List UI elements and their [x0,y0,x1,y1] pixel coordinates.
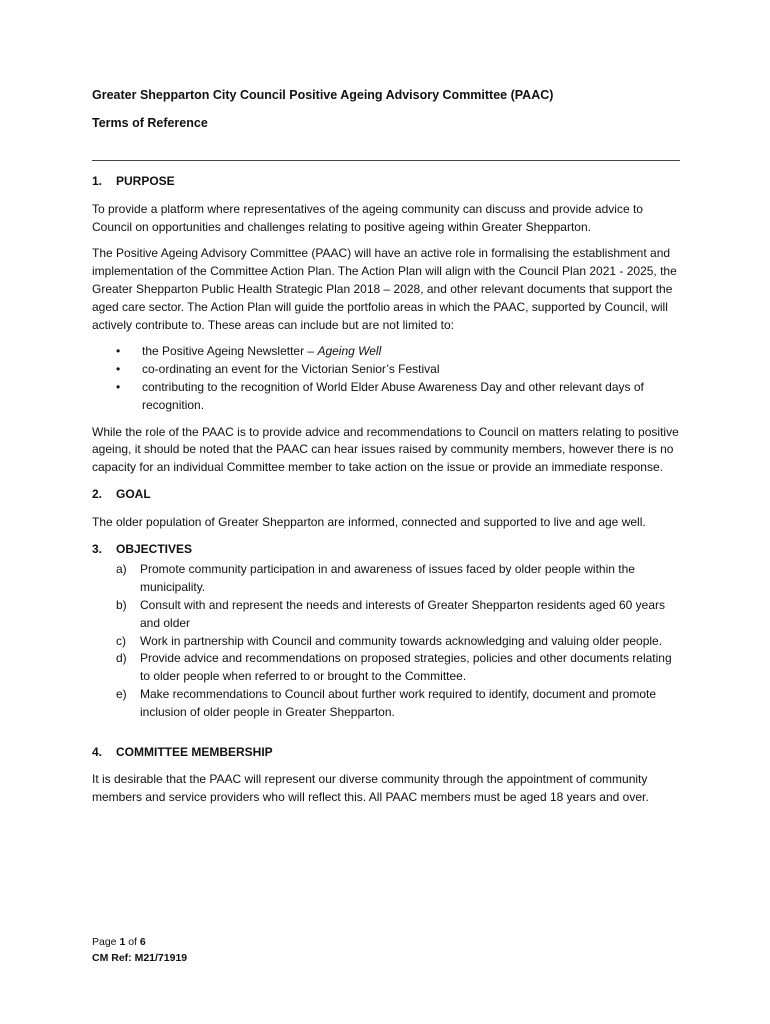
list-item [116,650,680,686]
document-subtitle: Terms of Reference [92,116,208,130]
list-item-text: Consult with and represent the needs and interests of Greater Shepparton residents aged 60 years and older [140,597,665,630]
paragraph: While the role of the PAAC is to provide advice and recommendations to Council on matters relating to positive ageing, it should be noted that the PAAC can hear issues raised by community members, however there is no capacity for an individual Committee member to take action on the issue or provide an immediate response. [92,424,679,475]
paragraph: The older population of Greater Shepparton are informed, connected and supported to live and age well. [92,514,646,529]
list-item-text: Make recommendations to Council about further work required to identify, document and promote inclusion of older people in Greater Shepparton. [140,686,657,719]
paragraph: The Positive Ageing Advisory Committee (PAAC) will have an active role in formalising the establishment and implementation of the Committee Action Plan. The Action Plan will align with the Council Plan 2021 - 2025, the Greater Shepparton Public Health Strategic Plan 2018 – 2028, and other relevant documents that support the aged care sector. The Action Plan will guide the portfolio areas in which the PAAC, supported by Council, will actively contribute to. These areas can include but are not limited to: [92,246,677,332]
list-item-text: the Positive Ageing Newsletter – [142,344,318,359]
list-item-label: c) [116,633,126,648]
section-heading-goal [92,486,680,504]
section-heading-objectives [92,541,680,559]
document-body [92,173,680,816]
list-item-text: Work in partnership with Council and community towards acknowledging and valuing older people. [140,633,663,648]
section-title: PURPOSE [116,174,175,188]
objectives-list [92,561,680,721]
section-heading-purpose [92,173,680,191]
paragraph: To provide a platform where representatives of the ageing community can discuss and provide advice to Council on opportunities and challenges relating to positive ageing within Greater Shepparton. [92,201,643,234]
section-heading-committee-membership [92,744,680,762]
list-item: • co-ordinating an event for the Victorian Senior’s Festival [116,361,680,379]
section-title: OBJECTIVES [116,541,193,556]
section-number: 2. [92,486,103,501]
list-item [116,686,680,722]
list-item: • contributing to the recognition of World Elder Abuse Awareness Day and other relevant days of recognition. [116,379,680,415]
bullet-list [92,343,680,414]
section-number: 3. [92,541,103,556]
section-title: GOAL [116,486,151,501]
list-item-label: b) [116,597,127,612]
page-footer [92,934,187,966]
document-title: Greater Shepparton City Council Positive Ageing Advisory Committee (PAAC) [92,88,554,102]
newsletter-name: Ageing Well [317,344,382,359]
list-item-text: Provide advice and recommendations on proposed strategies, policies and other documents relating to older people when referred to or brought to the Committee. [140,651,672,684]
cm-reference: CM Ref: M21/71919 [92,952,188,964]
section-title: COMMITTEE MEMBERSHIP [116,744,273,759]
list-item-text: Promote community participation in and awareness of issues faced by older people within the municipality. [140,562,635,595]
list-item-label: a) [116,562,127,577]
list-item [116,561,680,597]
list-item [116,633,680,651]
page-number: Page 1 of 6 [92,936,146,948]
list-item [116,597,680,633]
list-item-label: d) [116,651,127,666]
paragraph: It is desirable that the PAAC will represent our diverse community through the appointment of community members and service providers who will reflect this. All PAAC members must be aged 18 years and over. [92,772,649,805]
section-number: 4. [92,744,103,759]
header-divider [92,160,680,161]
list-item-label: e) [116,686,127,701]
section-number: 1. [92,174,103,188]
list-item [116,343,680,361]
